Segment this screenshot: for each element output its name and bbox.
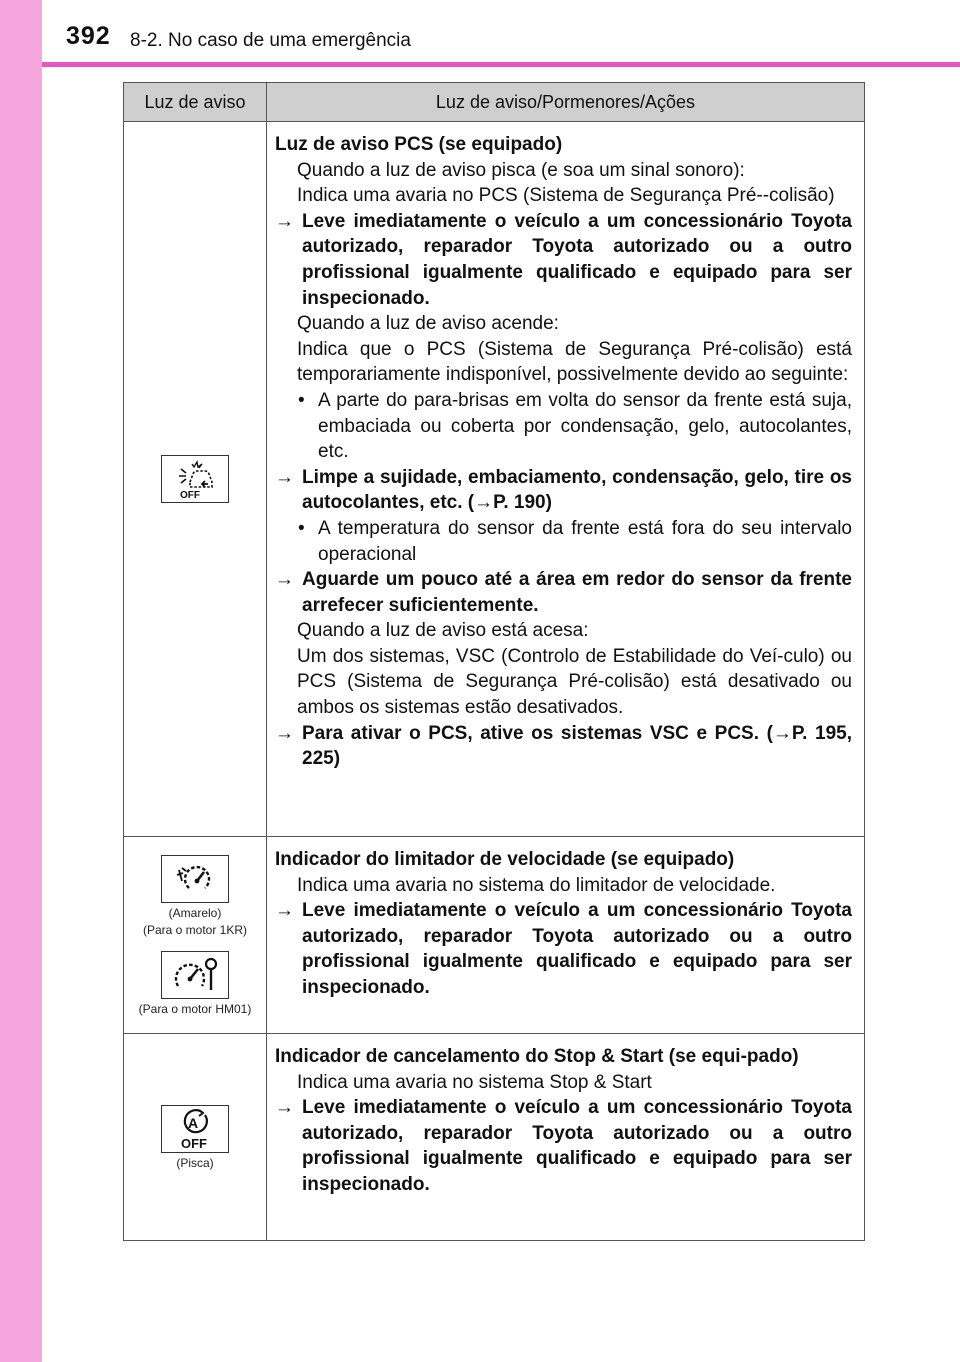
table-header-row (124, 83, 865, 122)
condition-text: Quando a luz de aviso acende: (297, 313, 559, 335)
icon-caption: (Para o motor 1KR) (142, 922, 248, 937)
item-title: Indicador de cancelamento do Stop & Start (se equi-pado) (275, 1046, 799, 1067)
icon-caption: (Amarelo) (168, 905, 222, 920)
column-header-light: Luz de aviso (124, 83, 267, 122)
svg-text:A: A (188, 1114, 199, 1131)
description-text: Indica uma avaria no PCS (Sistema de Segurança Pré--colisão) (297, 185, 835, 207)
details-cell (267, 1034, 865, 1241)
header-rule (42, 62, 960, 67)
pcs-warning-off-icon (161, 455, 229, 503)
action-text: → Leve imediatamente o veículo a um concessionário Toyota autorizado, reparador Toyota autorizado ou a outro profissional igualmente qualificado e equipado para ser inspecionado. (275, 209, 852, 311)
stop-start-cancel-icon (161, 1105, 229, 1153)
icon-cell (124, 837, 267, 1034)
bullet-item: • A temperatura do sensor da frente está fora do seu intervalo operacional (275, 516, 852, 567)
side-color-strip (0, 0, 42, 1362)
action-text: → Para ativar o PCS, ative os sistemas VSC e PCS. (→P. 195, 225) (275, 721, 852, 772)
table-row (124, 837, 865, 1034)
action-text: → Leve imediatamente o veículo a um concessionário Toyota autorizado, reparador Toyota autorizado ou a outro profissional igualmente qualificado e equipado para ser inspecionado. (275, 898, 852, 1000)
condition-text: Quando a luz de aviso está acesa: (297, 620, 589, 642)
table-row (124, 122, 865, 837)
icon-cell (124, 122, 267, 837)
warning-lights-table (123, 82, 865, 1241)
page-number: 392 (66, 22, 111, 50)
description-text: Indica uma avaria no sistema do limitador de velocidade. (297, 874, 776, 896)
item-title: Luz de aviso PCS (se equipado) (275, 134, 563, 155)
description-text: Um dos sistemas, VSC (Controlo de Estabilidade do Veí-culo) ou PCS (Sistema de Segurança Pré-colisão) está desativado ou ambos os sistemas estão desativados. (297, 645, 852, 719)
details-cell (267, 122, 865, 837)
description-text: Indica uma avaria no sistema Stop & Start (297, 1071, 652, 1093)
column-header-details: Luz de aviso/Pormenores/Ações (267, 83, 865, 122)
speed-limiter-warning-icon (161, 951, 229, 999)
icon-off-label: OFF (181, 1135, 207, 1151)
description-text: Indica que o PCS (Sistema de Segurança Pré-colisão) está temporariamente indisponível, possivelmente devido ao seguinte: (297, 338, 852, 386)
speed-limiter-warning-icon (161, 855, 229, 903)
icon-cell (124, 1034, 267, 1241)
action-text: → Limpe a sujidade, embaciamento, condensação, gelo, tire os autocolantes, etc. (→P. 190) (275, 465, 852, 516)
details-cell (267, 837, 865, 1034)
bullet-item: • A parte do para-brisas em volta do sensor da frente está suja, embaciada ou coberta por condensação, gelo, autocolantes, etc. (275, 388, 852, 465)
action-text: → Aguarde um pouco até a área em redor do sensor da frente arrefecer suficientemente. (275, 567, 852, 618)
icon-caption: (Pisca) (176, 1155, 214, 1170)
icon-caption: (Para o motor HM01) (138, 1001, 252, 1016)
condition-text: Quando a luz de aviso pisca (e soa um sinal sonoro): (297, 159, 745, 181)
table-row (124, 1034, 865, 1241)
action-text: → Leve imediatamente o veículo a um concessionário Toyota autorizado, reparador Toyota autorizado ou a outro profissional igualmente qualificado e equipado para ser inspecionado. (275, 1095, 852, 1197)
section-title: 8-2. No caso de uma emergência (130, 30, 411, 51)
icon-off-label: OFF (180, 490, 200, 501)
item-title: Indicador do limitador de velocidade (se equipado) (275, 849, 735, 870)
page-header (0, 0, 960, 68)
